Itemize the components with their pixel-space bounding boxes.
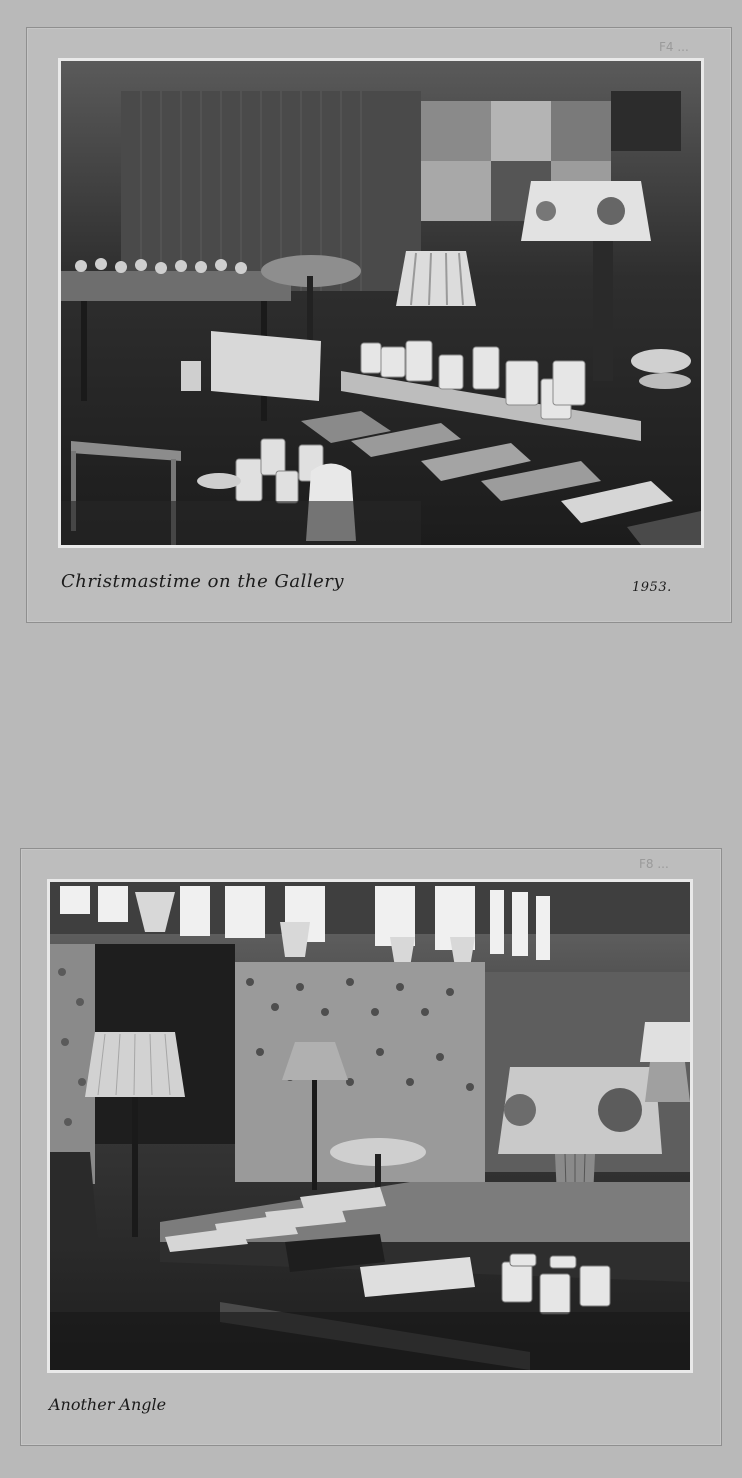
gallery-photo-christmastime bbox=[58, 58, 704, 548]
photo-mount-bottom bbox=[20, 848, 722, 1446]
photo-image bbox=[50, 882, 690, 1370]
photo-caption: Christmastime on the Gallery bbox=[61, 571, 345, 592]
photo-mount-top bbox=[26, 27, 732, 623]
photo-caption: Another Angle bbox=[49, 1395, 167, 1414]
photo-date: 1953. bbox=[632, 580, 672, 595]
pencil-note: F8 ... bbox=[639, 857, 669, 871]
gallery-photo-another-angle bbox=[47, 879, 693, 1373]
photo-image bbox=[61, 61, 701, 545]
pencil-note: F4 ... bbox=[659, 40, 689, 54]
